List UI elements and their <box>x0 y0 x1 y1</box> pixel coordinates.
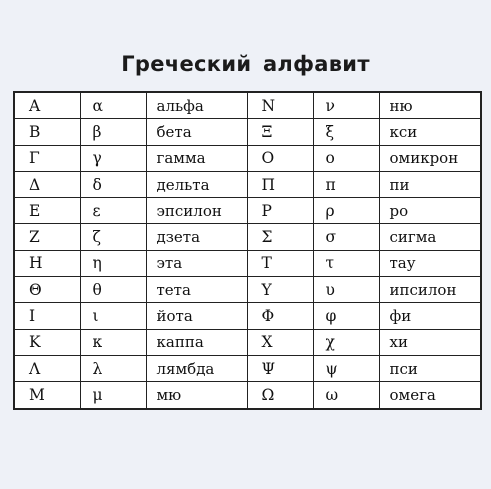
table-row <box>14 303 481 329</box>
letter-name-cell: дзета <box>146 224 247 250</box>
lowercase-letter-cell: γ <box>80 145 146 171</box>
letter-name-cell: тау <box>379 250 481 276</box>
page-title: Греческий алфавит <box>121 52 370 76</box>
letter-name-cell: омикрон <box>379 145 481 171</box>
letter-name-cell: ипсилон <box>379 277 481 303</box>
uppercase-letter-cell: Δ <box>14 171 80 197</box>
table-row <box>14 198 481 224</box>
uppercase-letter-cell: Ξ <box>247 119 313 145</box>
table-row <box>14 92 481 119</box>
uppercase-letter-cell: Π <box>247 171 313 197</box>
letter-name-cell: гамма <box>146 145 247 171</box>
uppercase-letter-cell: Γ <box>14 145 80 171</box>
lowercase-letter-cell: ν <box>313 92 379 119</box>
uppercase-letter-cell: Ω <box>247 382 313 409</box>
table-body <box>14 92 481 409</box>
lowercase-letter-cell: δ <box>80 171 146 197</box>
letter-name-cell: пи <box>379 171 481 197</box>
letter-name-cell: эта <box>146 250 247 276</box>
lowercase-letter-cell: ε <box>80 198 146 224</box>
lowercase-letter-cell: ρ <box>313 198 379 224</box>
uppercase-letter-cell: Υ <box>247 277 313 303</box>
lowercase-letter-cell: ι <box>80 303 146 329</box>
greek-alphabet-table <box>13 91 482 410</box>
lowercase-letter-cell: ψ <box>313 355 379 381</box>
letter-name-cell: кси <box>379 119 481 145</box>
uppercase-letter-cell: Ο <box>247 145 313 171</box>
letter-name-cell: мю <box>146 382 247 409</box>
uppercase-letter-cell: Α <box>14 92 80 119</box>
table-row <box>14 382 481 409</box>
uppercase-letter-cell: Ψ <box>247 355 313 381</box>
lowercase-letter-cell: κ <box>80 329 146 355</box>
table-row <box>14 329 481 355</box>
letter-name-cell: сигма <box>379 224 481 250</box>
uppercase-letter-cell: Β <box>14 119 80 145</box>
lowercase-letter-cell: θ <box>80 277 146 303</box>
table-row <box>14 250 481 276</box>
table-row <box>14 355 481 381</box>
letter-name-cell: омега <box>379 382 481 409</box>
lowercase-letter-cell: φ <box>313 303 379 329</box>
table-row <box>14 145 481 171</box>
uppercase-letter-cell: Χ <box>247 329 313 355</box>
letter-name-cell: дельта <box>146 171 247 197</box>
lowercase-letter-cell: μ <box>80 382 146 409</box>
lowercase-letter-cell: π <box>313 171 379 197</box>
uppercase-letter-cell: Λ <box>14 355 80 381</box>
uppercase-letter-cell: Ρ <box>247 198 313 224</box>
uppercase-letter-cell: Ι <box>14 303 80 329</box>
letter-name-cell: эпсилон <box>146 198 247 224</box>
lowercase-letter-cell: υ <box>313 277 379 303</box>
table-row <box>14 224 481 250</box>
letter-name-cell: ро <box>379 198 481 224</box>
uppercase-letter-cell: Κ <box>14 329 80 355</box>
letter-name-cell: ню <box>379 92 481 119</box>
uppercase-letter-cell: Ζ <box>14 224 80 250</box>
letter-name-cell: каппа <box>146 329 247 355</box>
table-row <box>14 119 481 145</box>
lowercase-letter-cell: ζ <box>80 224 146 250</box>
lowercase-letter-cell: ω <box>313 382 379 409</box>
letter-name-cell: йота <box>146 303 247 329</box>
letter-name-cell: фи <box>379 303 481 329</box>
lowercase-letter-cell: ο <box>313 145 379 171</box>
letter-name-cell: альфа <box>146 92 247 119</box>
uppercase-letter-cell: Μ <box>14 382 80 409</box>
lowercase-letter-cell: τ <box>313 250 379 276</box>
lowercase-letter-cell: ξ <box>313 119 379 145</box>
lowercase-letter-cell: σ <box>313 224 379 250</box>
letter-name-cell: бета <box>146 119 247 145</box>
letter-name-cell: лямбда <box>146 355 247 381</box>
uppercase-letter-cell: Θ <box>14 277 80 303</box>
letter-name-cell: тета <box>146 277 247 303</box>
uppercase-letter-cell: Ε <box>14 198 80 224</box>
uppercase-letter-cell: Σ <box>247 224 313 250</box>
lowercase-letter-cell: α <box>80 92 146 119</box>
lowercase-letter-cell: β <box>80 119 146 145</box>
lowercase-letter-cell: η <box>80 250 146 276</box>
letter-name-cell: хи <box>379 329 481 355</box>
uppercase-letter-cell: Η <box>14 250 80 276</box>
uppercase-letter-cell: Ν <box>247 92 313 119</box>
uppercase-letter-cell: Τ <box>247 250 313 276</box>
lowercase-letter-cell: λ <box>80 355 146 381</box>
table-row <box>14 277 481 303</box>
uppercase-letter-cell: Φ <box>247 303 313 329</box>
letter-name-cell: пси <box>379 355 481 381</box>
lowercase-letter-cell: χ <box>313 329 379 355</box>
table-row <box>14 171 481 197</box>
